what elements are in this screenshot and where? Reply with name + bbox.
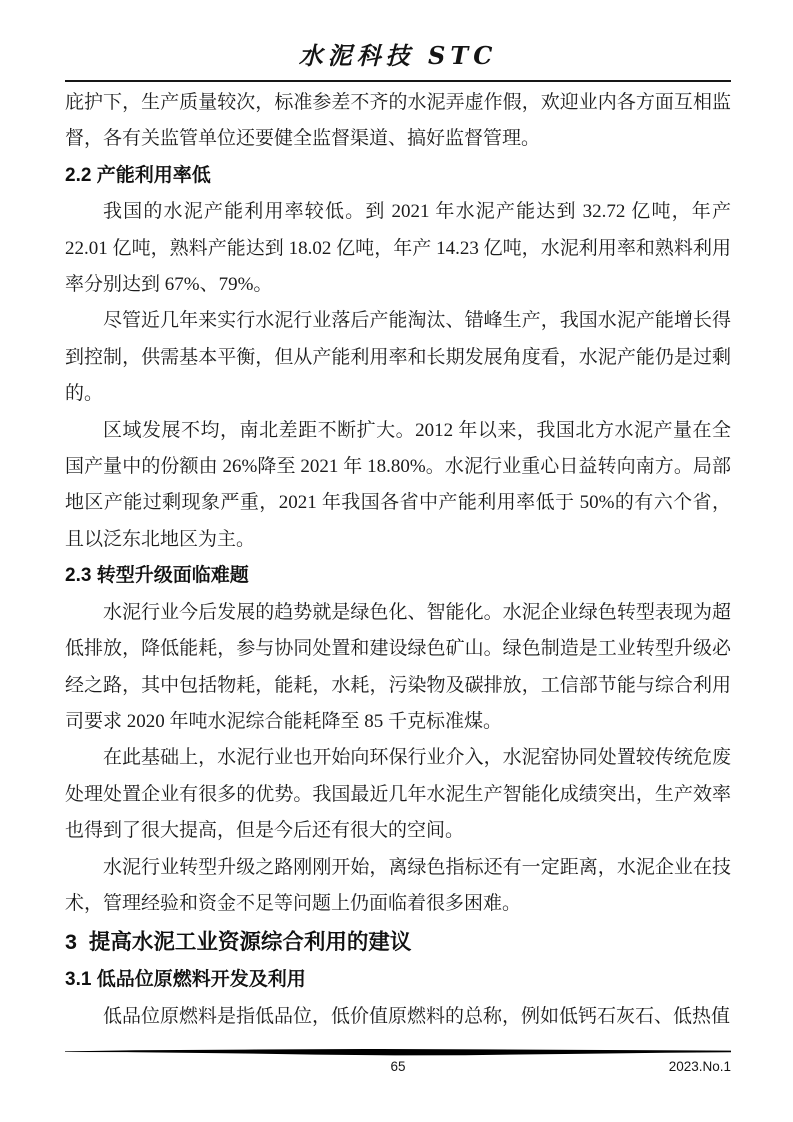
paragraph-low-grade: 低品位原燃料是指低品位，低价值原燃料的总称，例如低钙石灰石、低热值 <box>103 1005 731 1027</box>
journal-title: 水泥科技 STC <box>298 41 498 70</box>
paragraph-environment: 在此基础上，水泥行业也开始向环保行业介入，水泥窑协同处置较传统危废处理处置企业有很多的优势。我国最近几年水泥生产智能化成绩突出，生产效率也得到了很大提高，但是今后还有很大的空间。 <box>65 747 731 842</box>
chapter-heading-3: 3 提高水泥工业资源综合利用的建议 <box>65 930 412 955</box>
page-footer <box>65 1047 731 1074</box>
paragraph-despite: 尽管近几年来实行水泥行业落后产能淘汰、错峰生产，我国水泥产能增长得到控制，供需基本平衡，但从产能利用率和长期发展角度看，水泥产能仍是过剩的。 <box>65 310 731 405</box>
paragraph-region: 区域发展不均，南北差距不断扩大。2012 年以来，我国北方水泥产量在全国产量中的份额由 26%降至 2021 年 18.80%。水泥行业重心日益转向南方。局部地区产能过剩现象严重，2021 年我国各省中产能利用率低于 50%的有六个省，且以泛东北地区为主。 <box>65 419 731 550</box>
section-heading-2-2: 2.2 产能利用率低 <box>65 164 211 186</box>
article-body <box>65 85 731 1035</box>
footer-rule-bar <box>65 1047 731 1057</box>
issue-number: 2023.No.1 <box>668 1059 731 1075</box>
paragraph-trend: 水泥行业今后发展的趋势就是绿色化、智能化。水泥企业绿色转型表现为超低排放，降低能耗，参与协同处置和建设绿色矿山。绿色制造是工业转型升级必经之路，其中包括物耗，能耗，水耗，污染物及碳排放，工信部节能与综合利用司要求 2020 年吨水泥综合能耗降至 85 千克标准煤。 <box>65 601 731 732</box>
page-number: 65 <box>390 1059 406 1075</box>
section-heading-2-3: 2.3 转型升级面临难题 <box>65 565 249 587</box>
paragraph-continued: 庇护下，生产质量较次，标准参差不齐的水泥弄虚作假，欢迎业内各方面互相监督，各有关监管单位还要健全监督渠道、搞好监督管理。 <box>65 92 731 150</box>
footer-meta <box>65 1059 731 1074</box>
paragraph-upgrade: 水泥行业转型升级之路刚刚开始，离绿色指标还有一定距离，水泥企业在技术，管理经验和资金不足等问题上仍面临着很多困难。 <box>65 856 731 914</box>
paragraph-capacity: 我国的水泥产能利用率较低。到 2021 年水泥产能达到 32.72 亿吨，年产 22.01 亿吨，熟料产能达到 18.02 亿吨，年产 14.23 亿吨，水泥利用率和熟料利用率分别达到 67%、79%。 <box>65 201 731 296</box>
section-heading-3-1: 3.1 低品位原燃料开发及利用 <box>65 969 306 991</box>
masthead <box>65 36 731 82</box>
